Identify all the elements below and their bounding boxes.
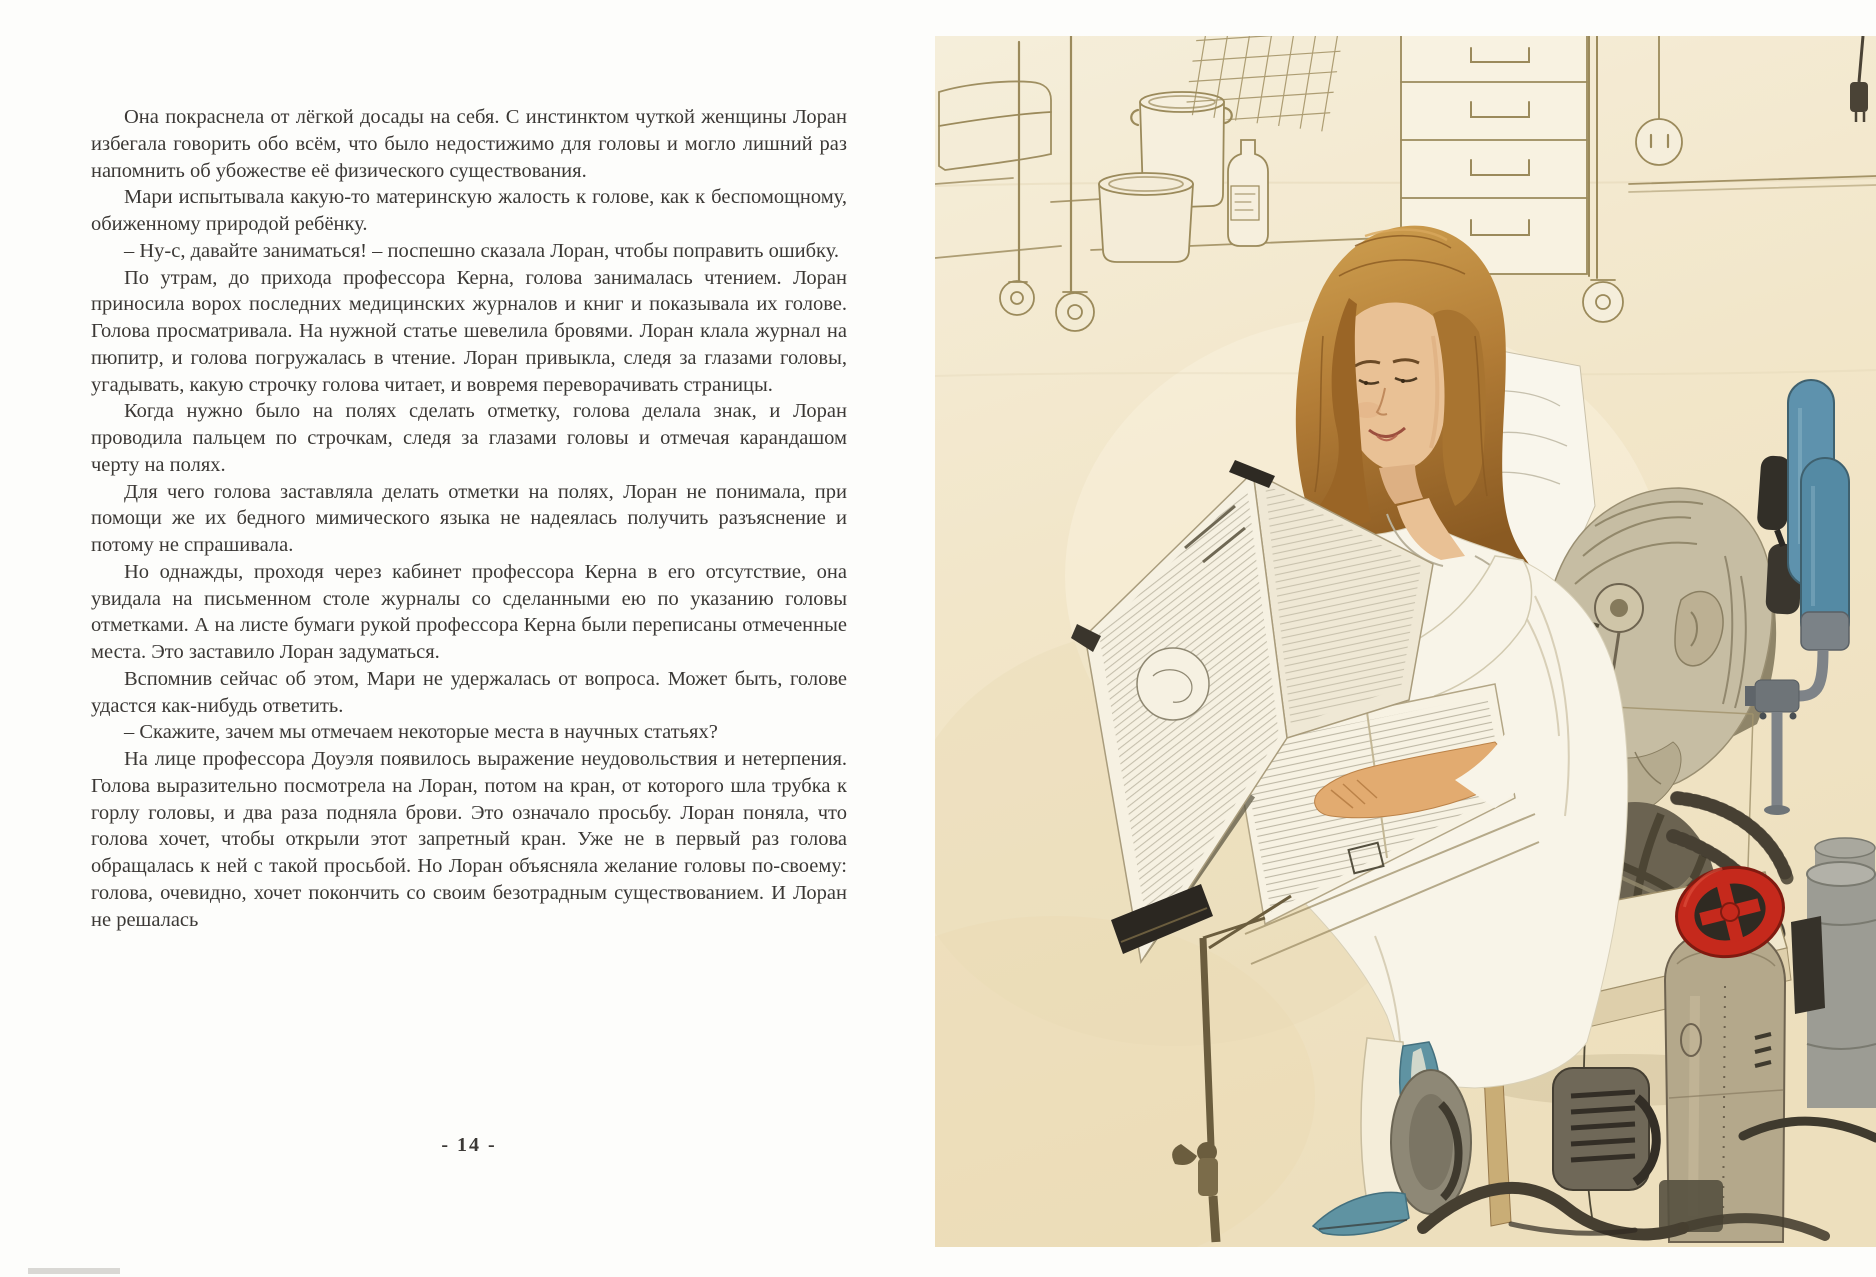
paragraph-6: Для чего голова заставляла делать отметки на полях, Лоран не понимала, при помощи же их бедного мимического языка не надеялась получить разъяснение и потому не спрашивала. xyxy=(91,480,847,556)
paragraph-4: По утрам, до прихода профессора Керна, голова занималась чтением. Лоран приносила ворох последних медицинских журналов и книг и показывала их голове. Голова просматривала. На нужной статье шевелила бровями. Лоран клала журнал на пюпитр, и голова погружалась в чтение. Лоран привыкла, следя за глазами головы, угадывать, какую строчку голова читает, и вовремя переворачивать страницы. xyxy=(91,266,847,396)
page-number: - 14 - xyxy=(441,1134,497,1156)
left-page-text xyxy=(91,104,847,933)
page-bottom-edge xyxy=(28,1268,120,1274)
paragraph-10: На лице профессора Доуэля появилось выражение неудовольствия и нетерпения. Голова выразительно посмотрела на Лоран, потом на кран, от которого шла трубка к горлу головы, и два раза подняла брови. Это означало просьбу. Лоран поняла, что голова хочет, чтобы открыли этот запретный кран. Уже не в первый раз голова обращалась к ней с такой просьбой. Но Лоран объясняла желание головы по-своему: голова, очевидно, хочет покончить со своим безотрадным существованием. И Лоран не решалась xyxy=(91,748,847,931)
paragraph-5: Когда нужно было на полях сделать отметку, голова делала знак, и Лоран проводила пальцем по строчкам, следя за глазами головы и отмечая карандашом черту на полях. xyxy=(91,400,847,476)
paragraph-9: – Скажите, зачем мы отмечаем некоторые места в научных статьях? xyxy=(124,721,718,744)
paragraph-1: Она покраснела от лёгкой досады на себя. С инстинктом чуткой женщины Лоран избегала говорить обо всём, что было недостижимо для головы и могло лишний раз напомнить об убожестве её физического существования. xyxy=(91,106,847,182)
paragraph-2: Мари испытывала какую-то материнскую жалость к голове, как к беспомощному, обиженному природой ребёнку. xyxy=(91,186,847,235)
cylinder-base-cap xyxy=(1801,612,1849,650)
pan-sketch xyxy=(1099,173,1193,262)
dark-bracket xyxy=(1791,916,1825,1014)
paragraph-3: – Ну-с, давайте заниматься! – поспешно сказала Лоран, чтобы поправить ошибку. xyxy=(124,239,840,262)
paragraph-7: Но однажды, проходя через кабинет профессора Керна в его отсутствие, она увидала на письменном столе журналы со сделанными ею по указанию головы отметками. А на листе бумаги рукой профессора Керна были переписаны отмеченные места. Это заставило Лоран задуматься. xyxy=(91,560,847,663)
connector-block-1 xyxy=(1756,455,1791,531)
paragraph-8: Вспомнив сейчас об этом, Мари не удержалась от вопроса. Может быть, голове удастся как-нибудь ответить. xyxy=(91,667,847,717)
right-page-illustration xyxy=(935,36,1876,1247)
watercolor-illustration xyxy=(935,36,1876,1247)
diagram-on-page xyxy=(1137,648,1209,720)
